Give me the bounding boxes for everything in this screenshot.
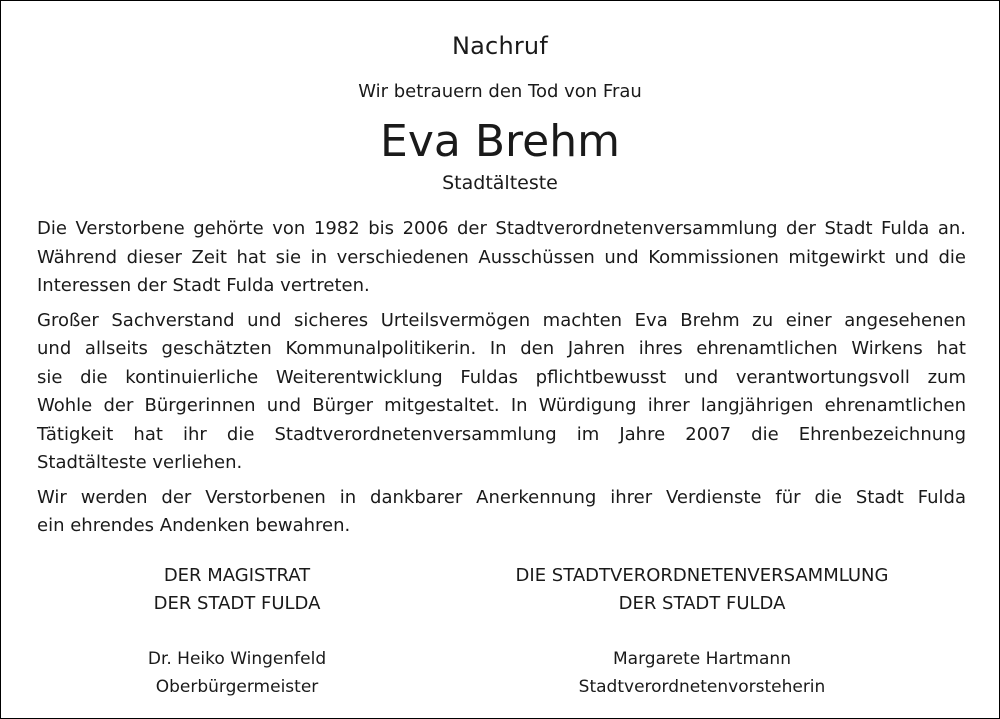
text-line: Während dieser Zeit hat sie in verschiedenen Ausschüssen und Kommissionen mitgewirkt und die	[37, 246, 966, 268]
text-line: Wohle der Bürgerinnen und Bürger mitgestaltet. In Würdigung ihrer langjährigen ehrenamtlichen	[37, 395, 966, 416]
paragraph-tribute	[37, 307, 966, 478]
signature-org	[467, 562, 937, 618]
signatory-role: Oberbürgermeister	[155, 677, 319, 697]
text-line: sie die kontinuierliche Weiterentwicklung Fuldas pflichtbewusst und verantwortungsvoll zum	[37, 366, 966, 388]
signature-org	[97, 562, 377, 618]
obituary-body	[37, 215, 966, 547]
text-line: Stadtälteste verliehen.	[37, 452, 243, 473]
text-line: Die Verstorbene gehörte von 1982 bis 2006 der Stadtverordnetenversammlung der Stadt Fulda an.	[37, 218, 966, 239]
signature-person	[467, 645, 937, 701]
paragraph-service	[37, 215, 966, 301]
signature-assembly	[467, 562, 937, 701]
signature-magistrat	[97, 562, 377, 701]
org-line: DIE STADTVERORDNETENVERSAMMLUNG	[515, 565, 889, 586]
paragraph-remembrance	[37, 484, 966, 541]
org-line: DER STADT FULDA	[618, 593, 786, 614]
signatory-name: Margarete Hartmann	[613, 649, 791, 669]
text-line: und allseits geschätzten Kommunalpolitikerin. In den Jahren ihres ehrenamtlichen Wirkens hat	[37, 338, 966, 359]
org-line: DER MAGISTRAT	[163, 565, 311, 586]
deceased-name: Eva Brehm	[380, 116, 620, 167]
honorary-title: Stadtälteste	[442, 172, 558, 194]
text-line: Großer Sachverstand und sicheres Urteilsvermögen machten Eva Brehm zu einer angesehenen	[37, 309, 966, 331]
notice-heading: Nachruf	[452, 32, 548, 60]
signature-person	[97, 645, 377, 701]
org-line: DER STADT FULDA	[153, 593, 321, 614]
text-line: Tätigkeit hat ihr die Stadtverordnetenversammlung im Jahre 2007 die Ehrenbezeichnung	[37, 423, 966, 445]
signatory-role: Stadtverordnetenvorsteherin	[578, 677, 826, 697]
notice-intro: Wir betrauern den Tod von Frau	[358, 81, 642, 102]
text-line: ein ehrendes Andenken bewahren.	[37, 515, 351, 536]
text-line: Interessen der Stadt Fulda vertreten.	[37, 275, 370, 296]
signatory-name: Dr. Heiko Wingenfeld	[147, 649, 327, 669]
text-line: Wir werden der Verstorbenen in dankbarer Anerkennung ihrer Verdienste für die Stadt Fulda	[37, 486, 966, 508]
